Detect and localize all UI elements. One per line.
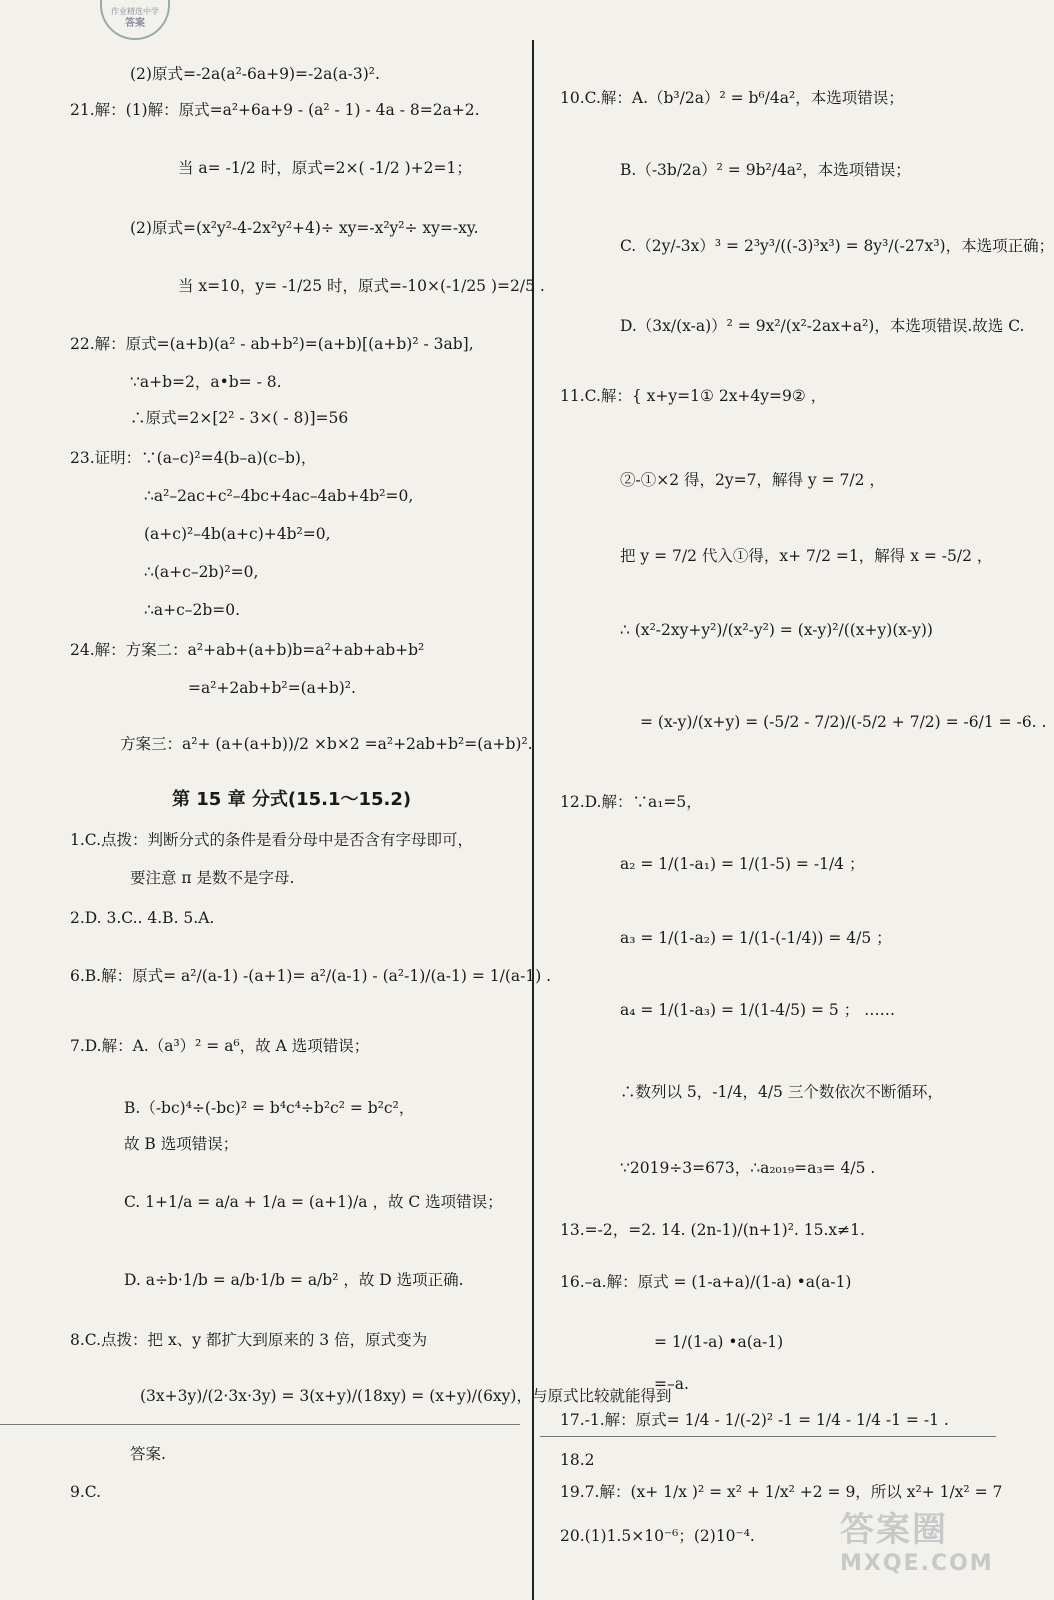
right-column-line: 10.C.解：A.（b³/2a）² = b⁶/4a²，本选项错误；	[560, 89, 904, 107]
right-column-line: a₄ = 1/(1-a₃) = 1/(1-4/5) = 5 ； ……	[620, 1001, 896, 1019]
right-column-line: D.（3x/(x-a)）² = 9x²/(x²-2ax+a²)，本选项错误.故选 C.	[620, 317, 1025, 335]
left-bottom-rule	[0, 1424, 520, 1425]
right-column-line: ∴数列以 5，-1/4，4/5 三个数依次不断循环，	[620, 1083, 943, 1101]
right-column-line: = (x-y)/(x+y) = (-5/2 - 7/2)/(-5/2 + 7/2) = -6/1 = -6. .	[640, 713, 1047, 731]
left-column-line: 故 B 选项错误；	[124, 1135, 239, 1153]
right-column-line: =–a.	[654, 1375, 689, 1393]
right-column-line: 19.7.解：(x+ 1/x )² = x² + 1/x² +2 = 9，所以 x²+ 1/x² = 7	[560, 1483, 1003, 1501]
left-column-line: =a²+2ab+b²=(a+b)².	[188, 679, 356, 697]
watermark-main: 答案圈	[840, 1510, 948, 1550]
left-column-line: 答案.	[130, 1445, 166, 1463]
left-column-line: 9.C.	[70, 1483, 102, 1501]
left-column-line: 要注意 π 是数不是字母.	[130, 869, 295, 887]
left-column-line: ∵a+b=2，a•b= - 8.	[130, 373, 282, 391]
left-column-line: (2)原式=-2a(a²-6a+9)=-2a(a-3)².	[130, 65, 380, 83]
stamp-text: 作业精选中学	[111, 7, 159, 16]
column-divider	[532, 40, 534, 1600]
left-column-line: ∴a²–2ac+c²–4bc+4ac–4ab+4b²=0,	[144, 487, 414, 505]
left-column-line: 2.D. 3.C.. 4.B. 5.A.	[70, 909, 215, 927]
left-column-line: (2)原式=(x²y²-4-2x²y²+4)÷ xy=-x²y²÷ xy=-xy.	[130, 219, 479, 237]
left-column-line: 21.解：(1)解：原式=a²+6a+9 - (a² - 1) - 4a - 8=2a+2.	[70, 101, 480, 119]
left-column-line: 6.B.解：原式= a²/(a-1) -(a+1)= a²/(a-1) - (a²-1)/(a-1) = 1/(a-1) .	[70, 967, 552, 985]
left-column-line: B.（-bc)⁴÷(-bc)² = b⁴c⁴÷b²c² = b²c²，	[124, 1099, 415, 1117]
stamp-seal	[100, 0, 170, 40]
left-column-line: 23.证明：∵(a–c)²=4(b–a)(c–b)，	[70, 449, 317, 467]
left-column-line: ∴原式=2×[2² - 3×( - 8)]=56	[130, 409, 349, 427]
left-column-line: D. a÷b·1/b = a/b·1/b = a/b² ，故 D 选项正确.	[124, 1271, 464, 1289]
left-column-line: 方案三：a²+ (a+(a+b))/2 ×b×2 =a²+2ab+b²=(a+b)².	[120, 735, 533, 753]
left-column-line: 1.C.点拨：判断分式的条件是看分母中是否含有字母即可，	[70, 831, 474, 849]
left-column-line: 24.解：方案二：a²+ab+(a+b)b=a²+ab+ab+b²	[70, 641, 425, 659]
left-column-line: (3x+3y)/(2·3x·3y) = 3(x+y)/(18xy) = (x+y)/(6xy)，与原式比较就能得到	[140, 1387, 672, 1405]
right-column-line: = 1/(1-a) •a(a-1)	[654, 1333, 784, 1351]
right-column-line: C.（2y/-3x）³ = 2³y³/((-3)³x³) = 8y³/(-27x³)，本选项正确；	[620, 237, 1054, 255]
chapter-heading: 第 15 章 分式(15.1～15.2)	[172, 789, 412, 810]
left-column-line: C. 1+1/a = a/a + 1/a = (a+1)/a ，故 C 选项错误；	[124, 1193, 503, 1211]
right-column-line: B.（-3b/2a）² = 9b²/4a²，本选项错误；	[620, 161, 911, 179]
left-column-line: 22.解：原式=(a+b)(a² - ab+b²)=(a+b)[(a+b)² - 3ab],	[70, 335, 474, 353]
right-column-line: ∵2019÷3=673，∴a₂₀₁₉=a₃= 4/5 .	[620, 1159, 876, 1177]
watermark-logo	[840, 1510, 994, 1598]
right-column-line: 把 y = 7/2 代入①得，x+ 7/2 =1，解得 x = -5/2 ，	[620, 547, 993, 565]
left-column-line: 当 x=10，y= -1/25 时，原式=-10×(-1/25 )=2/5 .	[178, 277, 545, 295]
right-column-line: 11.C.解：{ x+y=1① 2x+4y=9② ，	[560, 387, 827, 405]
right-column-line: ②-①×2 得，2y=7，解得 y = 7/2 ，	[620, 471, 885, 489]
right-column-line: 17.-1.解：原式= 1/4 - 1/(-2)² -1 = 1/4 - 1/4 -1 = -1 .	[560, 1411, 949, 1429]
right-column-line: 13.=-2，=2. 14. (2n-1)/(n+1)². 15.x≠1.	[560, 1221, 865, 1239]
left-column-line: 8.C.点拨：把 x、y 都扩大到原来的 3 倍，原式变为	[70, 1331, 428, 1349]
right-column-line: a₂ = 1/(1-a₁) = 1/(1-5) = -1/4 ；	[620, 855, 865, 873]
right-column-line: 12.D.解：∵a₁=5，	[560, 793, 702, 811]
right-column-line: 16.–a.解：原式 = (1-a+a)/(1-a) •a(a-1)	[560, 1273, 852, 1291]
stamp-sub: 答案	[125, 18, 145, 29]
left-column-line: 7.D.解：A.（a³）² = a⁶，故 A 选项错误；	[70, 1037, 370, 1055]
left-column-line: 当 a= -1/2 时，原式=2×( -1/2 )+2=1；	[178, 159, 472, 177]
right-column-line: a₃ = 1/(1-a₂) = 1/(1-(-1/4)) = 4/5 ；	[620, 929, 892, 947]
left-column-line: (a+c)²–4b(a+c)+4b²=0,	[144, 525, 331, 543]
right-column-line: 20.(1)1.5×10⁻⁶；(2)10⁻⁴.	[560, 1527, 755, 1545]
right-column-line: 18.2	[560, 1451, 595, 1469]
right-bottom-rule	[540, 1436, 996, 1437]
watermark-sub: MXQE.COM	[840, 1551, 994, 1576]
left-column-line: ∴(a+c–2b)²=0,	[144, 563, 259, 581]
left-column-line: ∴a+c–2b=0.	[144, 601, 241, 619]
right-column-line: ∴ (x²-2xy+y²)/(x²-y²) = (x-y)²/((x+y)(x-y))	[620, 621, 933, 639]
